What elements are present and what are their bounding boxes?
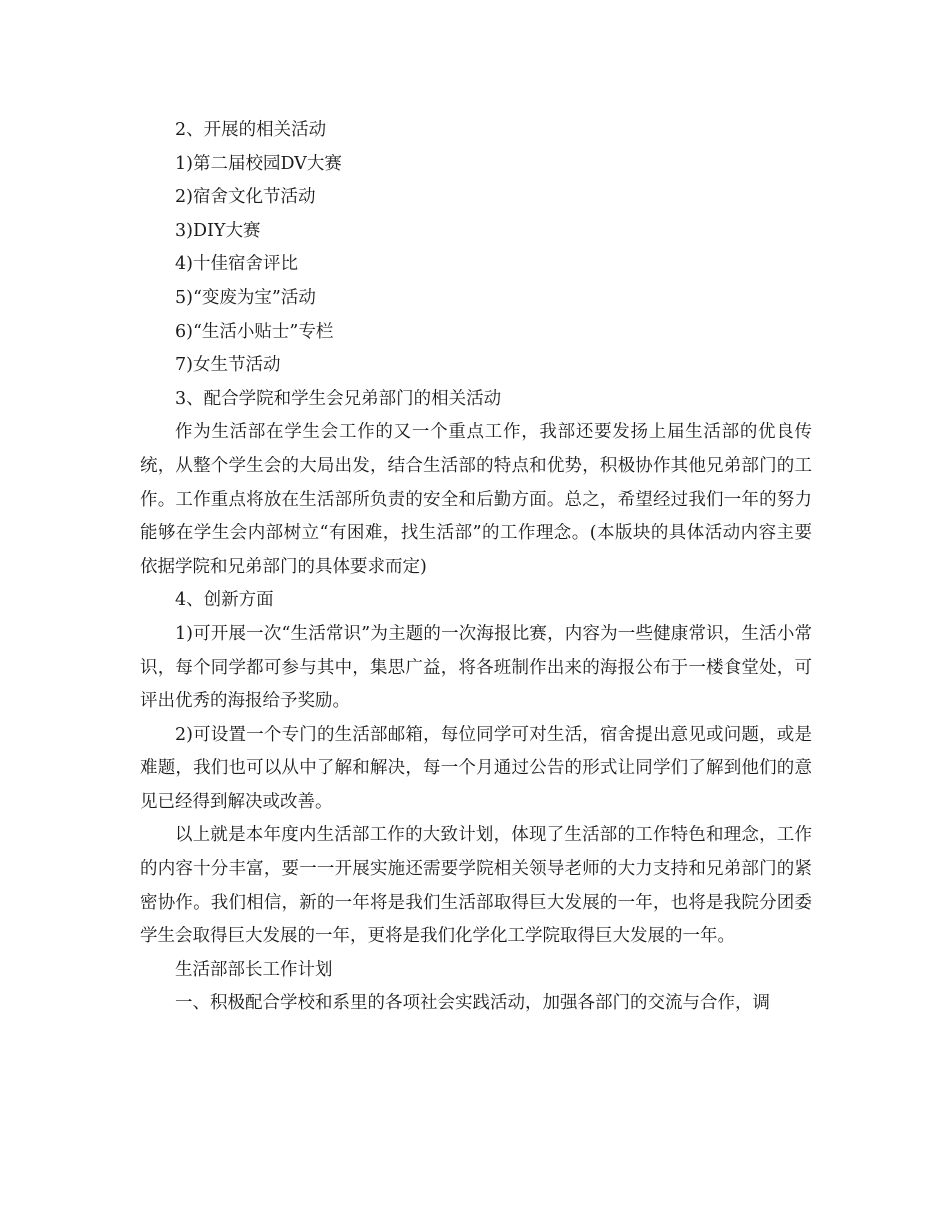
list-item: 3)DIY大赛 (175, 220, 261, 241)
list-item: 5)“变废为宝”活动 (175, 287, 316, 308)
paragraph-cooperation: 作为生活部在学生会工作的又一个重点工作，我部还要发扬上届生活部的优良传统，从整个学生会的大局出发，结合生活部的特点和优势，积极协作其他兄弟部门的工作。工作重点将放在生活部所负责的安全和后勤方面。总之，希望经过我们一年的努力能够在学生会内部树立“有困难，找生活部”的工作理念。(本版块的具体活动内容主要依据学院和兄弟部门的具体要求而定) (140, 422, 812, 577)
list-item: 4)十佳宿舍评比 (175, 254, 298, 275)
paragraph-mailbox: 2)可设置一个专门的生活部邮箱，每位同学可对生活，宿舍提出意见或问题，或是难题，我们也可以从中了解和解决，每一个月通过公告的形式让同学们了解到他们的意见已经得到解决或改善。 (140, 724, 812, 812)
paragraph-poster-contest: 1)可开展一次“生活常识”为主题的一次海报比赛，内容为一些健康常识，生活小常识，每个同学都可参与其中，集思广益，将各班制作出来的海报公布于一楼食堂处，可评出优秀的海报给予奖励。 (140, 623, 812, 712)
paragraph-item-one: 一、积极配合学校和系里的各项社会实践活动，加强各部门的交流与合作，调 (175, 993, 770, 1014)
list-item: 6)“生活小贴士”专栏 (175, 321, 334, 342)
list-item: 7)女生节活动 (175, 355, 281, 376)
section-heading-3: 3、配合学院和学生会兄弟部门的相关活动 (175, 388, 502, 409)
section-heading-4: 4、创新方面 (175, 590, 274, 611)
document-page (140, 114, 812, 1021)
paragraph-summary: 以上就是本年度内生活部工作的大致计划，体现了生活部的工作特色和理念，工作的内容十分丰富，要一一开展实施还需要学院相关领导老师的大力支持和兄弟部门的紧密协作。我们相信，新的一年将是我们生活部取得巨大发展的一年，也将是我院分团委学生会取得巨大发展的一年，更将是我们化学化工学院取得巨大发展的一年。 (140, 825, 812, 947)
list-item: 2)宿舍文化节活动 (175, 187, 316, 208)
list-item: 1)第二届校园DV大赛 (175, 153, 342, 174)
section-heading-2: 2、开展的相关活动 (175, 120, 327, 140)
subtitle-work-plan: 生活部部长工作计划 (175, 959, 333, 980)
